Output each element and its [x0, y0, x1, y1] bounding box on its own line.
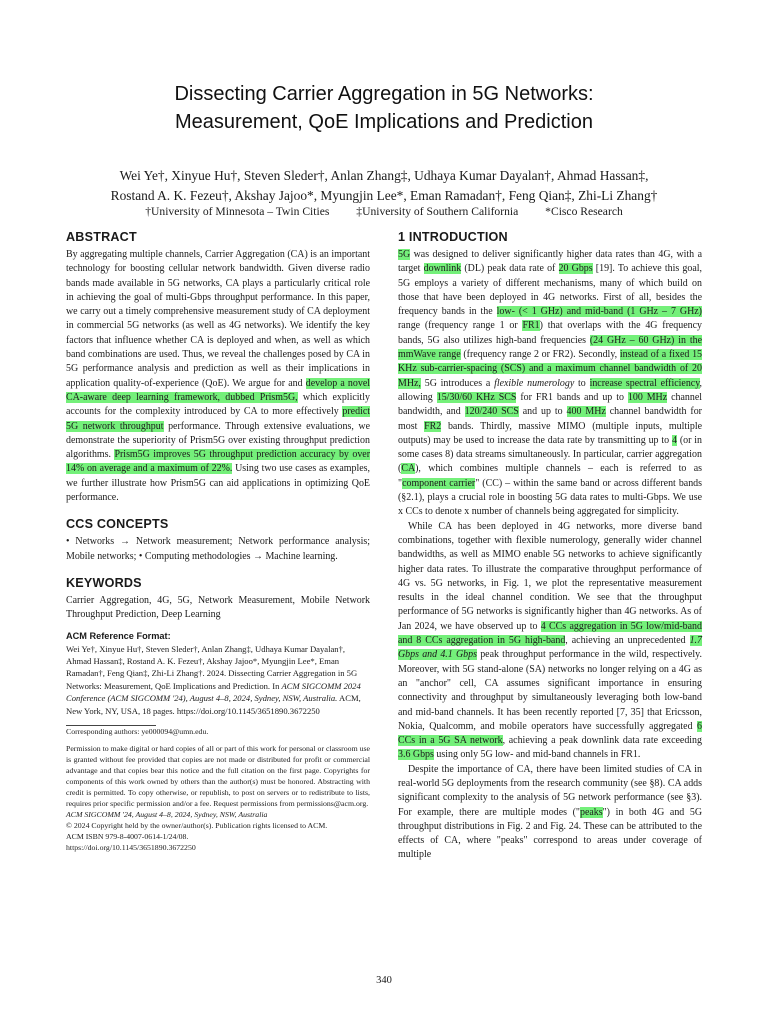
page-number: 340	[376, 975, 392, 986]
abstract-highlight-1: develop a novel CA-aware deep learning framework, dubbed Prism5G,	[66, 377, 370, 403]
isbn-line: ACM ISBN 979-8-4007-0614-1/24/08.	[66, 831, 189, 841]
text-run: channel bandwidth for most	[398, 406, 702, 432]
affiliation-usc: ‡University of Southern California	[356, 205, 519, 218]
text-run: channel bandwidth, and	[398, 391, 702, 418]
hl-peaks: peaks	[579, 806, 603, 818]
text-run: , achieving an unprecedented	[565, 635, 690, 647]
abstract-part-1: By aggregating multiple channels, Carrier Aggregation (CA) is an important technology for boosting cellular network bandwidth. Given diverse radio bands made available in 5G networks, CA plays a particularly critical role in achieving the goal of multi-Gbps throughput performance. In this paper, we carry out a timely comprehensive measurement study of CA deployment in commercial 5G networks (as well as 4G networks). We identify the key factors that influence whether CA is deployed and when, as well as which band combinations are used. Thus, we reveal the challenges posed by CA in 5G performance analysis and prediction as well as their implications in application quality-of-experience (QoE). We argue for and	[66, 249, 370, 389]
hl-downlink: downlink	[423, 263, 462, 275]
abstract-part-4: Using two use cases as examples, we further illustrate how Prism5G can aid applications in optimizing QoE performance.	[66, 463, 371, 504]
hl-4: 4	[671, 434, 677, 446]
hl-component-carrier: component carrier	[402, 477, 476, 489]
title-line-1: Dissecting Carrier Aggregation in 5G Networks:	[174, 83, 594, 105]
text-run: bands. Thirdly, massive MIMO (multiple inputs, multiple outputs) may be used to increase the data rate by transmitting up to	[398, 420, 702, 446]
hl-6ccs-sa: 6 CCs in a 5G SA network	[398, 720, 702, 747]
abstract-part-2: which explicitly accounts for the complexity introduced by CA to more effectively	[66, 391, 370, 418]
text-run: ) that overlaps with the 4G frequency bands, 5G also utilizes high-band frequencies	[398, 320, 702, 346]
corresponding-author: Corresponding authors: ye000094@umn.edu.	[66, 726, 209, 736]
left-column	[66, 228, 370, 853]
text-run: for FR1 bands and up to	[516, 391, 628, 403]
text-run: " (CC) – within the same band or across different bands (§2.1), plays a crucial role in boosting 5G data rates to multi-Gbps. We use x CCs to denote x number of channels being aggregated for simplicity.	[398, 477, 703, 518]
paper-title	[40, 80, 728, 136]
ccs-text: • Networks → Network measurement; Network performance analysis; Mobile networks; • Computing methodologies → Machine learning.	[66, 536, 370, 562]
abstract-text	[66, 248, 370, 505]
intro-paragraph-1	[398, 248, 702, 520]
text-run: [19]. To achieve this goal, 5G employs a variety of different mechanisms, many of which build on those that have been deployed in 4G networks. First of all, besides the frequency bands in the	[398, 263, 702, 318]
hl-4ccs-aggregation: 4 CCs aggregation in 5G low/mid-band and 8 CCs aggregation in 5G high-band	[398, 620, 702, 647]
hl-low-mid-band: low- (< 1 GHz) and mid-band (1 GHz – 7 GHz)	[496, 306, 702, 318]
text-run: peak throughput performance in the wild, respectively. Moreover, with 5G stand-alone (SA) networks no longer relying on a 4G as an "anchor" cell, CA assumes significant importance in ensuring connectivity and throughput by simultaneously leveraging both low-band and mid-band channels. It has been recently reported [7, 35] that Ericsson, Nokia, Qualcomm, and mobile operators have successfully aggregated	[398, 649, 702, 732]
abstract-highlight-3: Prism5G improves 5G throughput prediction accuracy by over 14% on average and a maximum of 22%.	[66, 449, 371, 475]
permission-notice: Permission to make digital or hard copies of all or part of this work for personal or classroom use is granted without fee provided that copies are not made or distributed for profit or commercial advantage and that copies bear this notice and the full citation on the first page. Copyrights for components of this work owned by others than the author(s) must be honored. Abstracting with credit is permitted. To copy otherwise, or republish, to post on servers or to redistribute to lists, requires prior specific permission and/or a fee. Request permissions from permissions@acm.org.	[66, 743, 370, 808]
authors-line-1: Wei Ye†, Xinyue Hu†, Steven Sleder†, Anlan Zhang‡, Udhaya Kumar Dayalan†, Ahmad Hassan‡,	[119, 168, 649, 183]
doi-line: https://doi.org/10.1145/3651890.3672250	[66, 842, 196, 852]
text-run: (frequency range 2 or FR2). Secondly,	[460, 349, 620, 361]
intro-heading: 1 INTRODUCTION	[398, 230, 508, 244]
acm-ref-venue: ACM SIGCOMM 2024 Conference (ACM SIGCOMM '24), August 4–8, 2024, Sydney, NSW, Australia.	[66, 680, 361, 704]
text-run: was designed to deliver significantly higher data rates than 4G, with a target	[398, 249, 702, 275]
abstract-part-3: performance. Through extensive evaluations, we demonstrate the superiority of Prism5G over existing throughput prediction algorithms.	[66, 420, 371, 461]
hl-5g: 5G	[398, 249, 411, 260]
acm-ref-part-1: Wei Ye†, Xinyue Hu†, Steven Sleder†, Anlan Zhang‡, Udhaya Kumar Dayalan†, Ahmad Hassan‡, Rostand A. K. Fezeu†, Akshay Jajoo*, Myungjin Lee*, Eman Ramadan†, Feng Qian‡, Zhi-Li Zhang†. 2024. Dissecting Carrier Aggregation in 5G Networks: Measurement, QoE Implications and Prediction. In	[66, 643, 358, 691]
hl-scs-values: 15/30/60 KHz SCS	[436, 391, 517, 403]
title-line-2: Measurement, QoE Implications and Prediction	[175, 111, 593, 133]
hl-ca: CA	[401, 463, 416, 475]
hl-400mhz: 400 MHz	[566, 406, 606, 418]
hl-3-6gbps: 3.6 Gbps	[398, 749, 434, 761]
authors-line-2: Rostand A. K. Fezeu†, Akshay Jajoo*, Myungjin Lee*, Eman Ramadan†, Feng Qian‡, Zhi-Li Zhang†	[110, 188, 658, 203]
intro-paragraph-2	[398, 520, 702, 763]
text-run: using only 5G low- and mid-band channels in FR1.	[433, 749, 641, 761]
affiliation-cisco: *Cisco Research	[545, 205, 623, 218]
keywords-heading: KEYWORDS	[66, 575, 142, 590]
text-run: , allowing	[398, 377, 703, 403]
abstract-heading: ABSTRACT	[66, 230, 137, 244]
acm-ref-part-2: ACM, New York, NY, USA, 18 pages. https://doi.org/10.1145/3651890.3672250	[66, 693, 361, 716]
text-flexible-numerology: flexible numerology	[494, 377, 575, 389]
affiliations	[30, 204, 738, 220]
text-run: Despite the importance of CA, there have been limited studies of CA in real-world 5G deployments from the research community (see §8). CA adds significant complexity to the analysis of 5G network performance (see §3). For example, there are multiple modes ("	[398, 763, 702, 818]
text-run: and up to	[518, 406, 567, 418]
hl-120-240-scs: 120/240 SCS	[464, 406, 519, 418]
text-run: (DL) peak data rate of	[461, 263, 559, 275]
hl-mmwave: (24 GHz – 60 GHz) in the mmWave range	[398, 334, 702, 361]
hl-scs: instead of a fixed 15 KHz sub-carrier-spacing (SCS) and a maximum channel bandwidth of 20 MHz,	[398, 349, 703, 389]
affiliation-umn: †University of Minnesota – Twin Cities	[145, 205, 330, 218]
hl-100mhz: 100 MHz	[627, 391, 668, 403]
text-run: 5G introduces a	[420, 377, 495, 389]
ccs-heading: CCS CONCEPTS	[66, 517, 169, 532]
text-run: (or in some cases 8) data streams simultaneously. In particular, carrier aggregation (	[398, 434, 702, 475]
text-run: ), which combines multiple channels – each is referred to as "	[398, 463, 702, 489]
right-column	[398, 228, 702, 863]
hl-spectral-efficiency: increase spectral efficiency	[589, 377, 700, 389]
conference-line: ACM SIGCOMM '24, August 4–8, 2024, Sydney, NSW, Australia	[66, 809, 268, 819]
acm-ref-heading: ACM Reference Format:	[66, 630, 171, 641]
keywords-text: Carrier Aggregation, 4G, 5G, Network Measurement, Mobile Network Throughput Prediction, Deep Learning	[66, 594, 370, 621]
abstract-highlight-2: predict 5G network throughput	[66, 406, 370, 432]
text-run: While CA has been deployed in 4G networks, more diverse band combinations, together with flexible numerology, generally wider channel bandwidths, as well as MIMO enable 5G networks to achieve significantly higher data rates. To illustrate the comparative throughput performance of 4G vs. 5G networks, in Fig. 1, we plot the representative measurement results in the ideal channel condition. We see that the throughput performance of 5G networks is significantly higher than 4G networks. As of Jan 2024, we have observed up to	[398, 520, 702, 632]
copyright-line: © 2024 Copyright held by the owner/author(s). Publication rights licensed to ACM.	[66, 820, 328, 830]
text-run: , achieving a peak downlink data rate exceeding	[502, 735, 702, 747]
hl-20gbps: 20 Gbps	[558, 263, 593, 275]
intro-paragraph-3	[398, 763, 702, 863]
text-run: ") in both 4G and 5G throughput distributions in Fig. 2 and Fig. 24. These can be attributed to the effects of CA, where "peaks" correspond to areas under coverage of multiple	[398, 806, 703, 861]
text-run: range (frequency range 1 or	[398, 320, 523, 332]
hl-fr1: FR1	[522, 320, 540, 332]
author-list	[30, 166, 738, 206]
hl-fr2: FR2	[424, 420, 442, 432]
text-run: to	[574, 377, 590, 389]
acm-ref-text	[66, 643, 370, 717]
hl-peak-throughput: 1.7 Gbps and 4.1 Gbps	[398, 635, 702, 661]
